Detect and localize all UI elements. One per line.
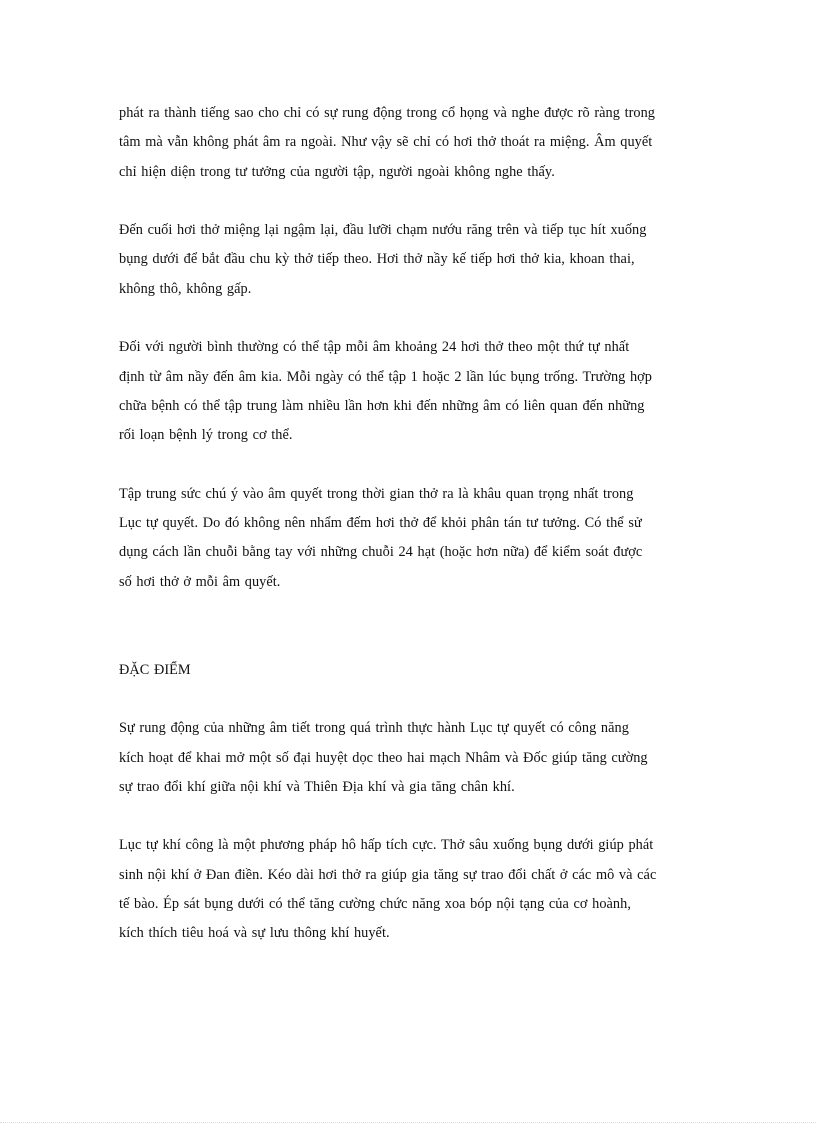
- text-line: Sự rung động của những âm tiết trong quá trình thực hành Lục tự quyết có công năng: [119, 720, 629, 737]
- text-line: số hơi thở ở mỗi âm quyết.: [119, 573, 281, 590]
- text-line: Lục tự quyết. Do đó không nên nhẩm đếm hơi thở để khỏi phân tán tư tưởng. Có thể sử: [119, 515, 642, 532]
- text-line: sự trao đổi khí giữa nội khí và Thiên Địa khí và gia tăng chân khí.: [119, 778, 515, 795]
- section-heading: ĐẶC ĐIỂM: [119, 661, 191, 678]
- paragraph-2: [119, 216, 699, 304]
- text-line: phát ra thành tiếng sao cho chỉ có sự rung động trong cổ họng và nghe được rõ ràng trong: [119, 105, 655, 121]
- text-line: không thô, không gấp.: [119, 280, 252, 297]
- paragraph-5: [119, 714, 699, 802]
- document-body: [119, 99, 699, 978]
- paragraph-4: [119, 480, 699, 597]
- text-line: kích thích tiêu hoá và sự lưu thông khí huyết.: [119, 925, 390, 942]
- text-line: rối loạn bệnh lý trong cơ thể.: [119, 427, 293, 444]
- text-line: Tập trung sức chú ý vào âm quyết trong thời gian thở ra là khâu quan trọng nhất trong: [119, 485, 634, 502]
- text-line: bụng dưới để bắt đầu chu kỳ thở tiếp theo. Hơi thở nầy kế tiếp hơi thở kia, khoan thai,: [119, 251, 635, 268]
- text-line: Đối với người bình thường có thể tập mỗi âm khoảng 24 hơi thở theo một thứ tự nhất: [119, 339, 630, 356]
- text-line: dụng cách lần chuỗi bằng tay với những chuỗi 24 hạt (hoặc hơn nữa) để kiểm soát được: [119, 544, 643, 561]
- text-line: Đến cuối hơi thở miệng lại ngậm lại, đầu lưỡi chạm nướu răng trên và tiếp tục hít xuống: [119, 222, 647, 239]
- paragraph-6: [119, 831, 699, 948]
- text-line: kích hoạt để khai mở một số đại huyệt dọc theo hai mạch Nhâm và Đốc giúp tăng cường: [119, 749, 648, 766]
- text-line: Lục tự khí công là một phương pháp hô hấp tích cực. Thở sâu xuống bụng dưới giúp phát: [119, 837, 654, 854]
- text-line: tâm mà vẫn không phát âm ra ngoài. Như vậy sẽ chỉ có hơi thở thoát ra miệng. Âm quyết: [119, 134, 653, 151]
- text-line: tế bào. Ép sát bụng dưới có thể tăng cường chức năng xoa bóp nội tạng của cơ hoành,: [119, 896, 631, 913]
- text-line: định từ âm nầy đến âm kia. Mỗi ngày có thể tập 1 hoặc 2 lần lúc bụng trống. Trường hợp: [119, 368, 652, 385]
- paragraph-1: [119, 99, 699, 187]
- text-line: sinh nội khí ở Đan điền. Kéo dài hơi thở ra giúp gia tăng sự trao đổi chất ở các mô và các: [119, 866, 657, 883]
- text-line: chỉ hiện diện trong tư tưởng của người tập, người ngoài không nghe thấy.: [119, 163, 555, 180]
- paragraph-3: [119, 333, 699, 450]
- text-line: chữa bệnh có thể tập trung làm nhiều lần hơn khi đến những âm có liên quan đến những: [119, 397, 645, 414]
